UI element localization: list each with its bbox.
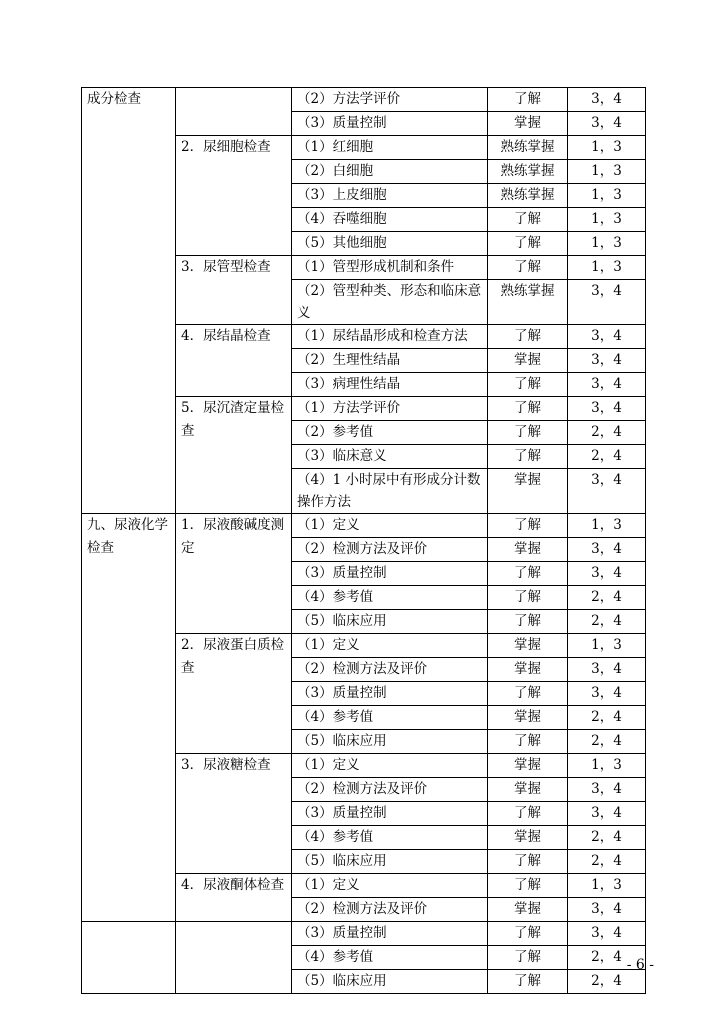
level2-cell: 3．尿液糖检查: [176, 754, 292, 874]
category-cell: 2，4: [568, 850, 646, 874]
category-cell: 3，4: [568, 349, 646, 373]
content-cell: （4）参考值: [292, 826, 488, 850]
category-cell: 2，4: [568, 586, 646, 610]
level2-cell: [176, 88, 292, 136]
content-cell: （3）质量控制: [292, 562, 488, 586]
category-cell: 3，4: [568, 538, 646, 562]
requirement-cell: 掌握: [488, 658, 568, 682]
category-cell: 1，3: [568, 514, 646, 538]
page-number: - 6 -: [626, 957, 654, 973]
level2-cell: 2．尿液蛋白质检查: [176, 634, 292, 754]
level2-cell: 2．尿细胞检查: [176, 136, 292, 256]
category-cell: 1，3: [568, 256, 646, 280]
requirement-cell: 了解: [488, 586, 568, 610]
content-cell: （2）检测方法及评价: [292, 898, 488, 922]
content-cell: （1）定义: [292, 514, 488, 538]
level1-cell: 成分检查: [82, 88, 176, 514]
requirement-cell: 掌握: [488, 634, 568, 658]
requirement-cell: 掌握: [488, 112, 568, 136]
category-cell: 3，4: [568, 280, 646, 325]
requirement-cell: 掌握: [488, 706, 568, 730]
requirement-cell: 了解: [488, 850, 568, 874]
category-cell: 3，4: [568, 898, 646, 922]
requirement-cell: 了解: [488, 682, 568, 706]
category-cell: 3，4: [568, 562, 646, 586]
requirement-cell: 了解: [488, 397, 568, 421]
content-cell: （2）检测方法及评价: [292, 778, 488, 802]
requirement-cell: 熟练掌握: [488, 280, 568, 325]
content-cell: （3）临床意义: [292, 445, 488, 469]
requirement-cell: 了解: [488, 610, 568, 634]
content-cell: （2）参考值: [292, 421, 488, 445]
category-cell: 3，4: [568, 778, 646, 802]
category-cell: 2，4: [568, 421, 646, 445]
requirement-cell: 掌握: [488, 469, 568, 514]
content-cell: （1）尿结晶形成和检查方法: [292, 325, 488, 349]
content-cell: （3）质量控制: [292, 802, 488, 826]
requirement-cell: 掌握: [488, 778, 568, 802]
requirement-cell: 了解: [488, 208, 568, 232]
content-cell: （5）其他细胞: [292, 232, 488, 256]
content-cell: （4）吞噬细胞: [292, 208, 488, 232]
content-cell: （5）临床应用: [292, 730, 488, 754]
requirement-cell: 掌握: [488, 898, 568, 922]
level2-cell: 4．尿结晶检查: [176, 325, 292, 397]
requirement-cell: 了解: [488, 373, 568, 397]
content-cell: （5）临床应用: [292, 970, 488, 994]
content-cell: （3）质量控制: [292, 922, 488, 946]
table-row: [82, 88, 646, 112]
level2-cell: 5．尿沉渣定量检查: [176, 397, 292, 514]
category-cell: 2，4: [568, 706, 646, 730]
requirement-cell: 了解: [488, 946, 568, 970]
requirement-cell: 了解: [488, 514, 568, 538]
category-cell: 3，4: [568, 325, 646, 349]
content-cell: （2）管型种类、形态和临床意义: [292, 280, 488, 325]
content-cell: （1）定义: [292, 754, 488, 778]
requirement-cell: 掌握: [488, 826, 568, 850]
requirement-cell: 掌握: [488, 754, 568, 778]
content-cell: （2）检测方法及评价: [292, 538, 488, 562]
content-cell: （3）质量控制: [292, 682, 488, 706]
content-cell: （4）参考值: [292, 586, 488, 610]
category-cell: 1，3: [568, 136, 646, 160]
category-cell: 3，4: [568, 922, 646, 946]
category-cell: 1，3: [568, 754, 646, 778]
category-cell: 3，4: [568, 88, 646, 112]
content-cell: （2）方法学评价: [292, 88, 488, 112]
content-cell: （4）参考值: [292, 946, 488, 970]
requirement-cell: 掌握: [488, 349, 568, 373]
level1-cell: 九、尿液化学检查: [82, 514, 176, 922]
content-cell: （3）质量控制: [292, 112, 488, 136]
content-cell: （1）定义: [292, 874, 488, 898]
content-cell: （1）定义: [292, 634, 488, 658]
content-cell: （1）方法学评价: [292, 397, 488, 421]
content-cell: （3）病理性结晶: [292, 373, 488, 397]
level2-cell: 3．尿管型检查: [176, 256, 292, 325]
category-cell: 2，4: [568, 826, 646, 850]
category-cell: 1，3: [568, 874, 646, 898]
level1-cell: [82, 922, 176, 994]
requirement-cell: 了解: [488, 421, 568, 445]
requirement-cell: 了解: [488, 445, 568, 469]
category-cell: 1，3: [568, 160, 646, 184]
content-cell: （4）参考值: [292, 706, 488, 730]
content-cell: （2）检测方法及评价: [292, 658, 488, 682]
content-cell: （2）白细胞: [292, 160, 488, 184]
category-cell: 3，4: [568, 373, 646, 397]
content-cell: （1）管型形成机制和条件: [292, 256, 488, 280]
content-cell: （5）临床应用: [292, 610, 488, 634]
requirement-cell: 了解: [488, 874, 568, 898]
requirement-cell: 了解: [488, 256, 568, 280]
content-cell: （4）1 小时尿中有形成分计数操作方法: [292, 469, 488, 514]
requirement-cell: 了解: [488, 325, 568, 349]
level2-cell: 4．尿液酮体检查: [176, 874, 292, 922]
requirement-cell: 了解: [488, 802, 568, 826]
category-cell: 2，4: [568, 445, 646, 469]
requirement-cell: 熟练掌握: [488, 160, 568, 184]
category-cell: 2，4: [568, 970, 646, 994]
content-cell: （1）红细胞: [292, 136, 488, 160]
category-cell: 3，4: [568, 469, 646, 514]
category-cell: 3，4: [568, 658, 646, 682]
requirement-cell: 了解: [488, 970, 568, 994]
table-row: [82, 514, 646, 538]
requirement-cell: 了解: [488, 730, 568, 754]
syllabus-table: [81, 87, 646, 994]
category-cell: 3，4: [568, 802, 646, 826]
category-cell: 2，4: [568, 946, 646, 970]
content-cell: （3）上皮细胞: [292, 184, 488, 208]
category-cell: 2，4: [568, 610, 646, 634]
category-cell: 1，3: [568, 208, 646, 232]
level2-cell: 1．尿液酸碱度测定: [176, 514, 292, 634]
category-cell: 1，3: [568, 232, 646, 256]
requirement-cell: 了解: [488, 232, 568, 256]
table-row: [82, 922, 646, 946]
category-cell: 3，4: [568, 397, 646, 421]
requirement-cell: 熟练掌握: [488, 136, 568, 160]
category-cell: 3，4: [568, 682, 646, 706]
category-cell: 1，3: [568, 634, 646, 658]
category-cell: 3，4: [568, 112, 646, 136]
level2-cell: [176, 922, 292, 994]
requirement-cell: 了解: [488, 562, 568, 586]
category-cell: 2，4: [568, 730, 646, 754]
content-cell: （2）生理性结晶: [292, 349, 488, 373]
requirement-cell: 了解: [488, 88, 568, 112]
requirement-cell: 熟练掌握: [488, 184, 568, 208]
requirement-cell: 了解: [488, 922, 568, 946]
requirement-cell: 掌握: [488, 538, 568, 562]
content-cell: （5）临床应用: [292, 850, 488, 874]
category-cell: 1，3: [568, 184, 646, 208]
